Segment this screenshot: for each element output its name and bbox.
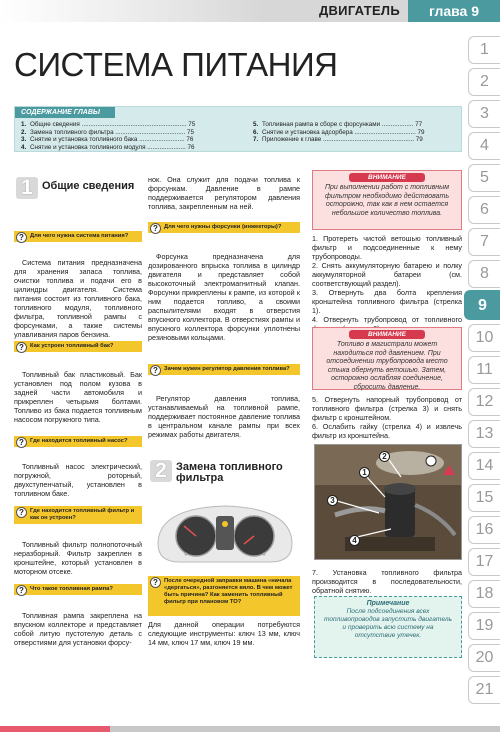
item-page: 76 — [186, 136, 194, 144]
item-number: 6. — [253, 128, 259, 136]
item-text: Снятие и установка топливного бака .......................... — [30, 136, 185, 144]
question-text: Для чего нужна система питания? — [30, 233, 129, 239]
paragraph: Для данной операции потребуются следующие инструменты: ключ 13 мм, ключ 14 мм, ключ 17 мм, ключ 19 мм. — [148, 620, 300, 647]
item-number: 5. — [253, 121, 259, 128]
warning-heading: ВНИМАНИЕ — [349, 173, 425, 182]
step-7: 7. Установка топливного фильтра производится в последовательности, обратной снятию. — [312, 568, 462, 595]
chapter-tab-21[interactable]: 21 — [468, 676, 500, 704]
chapter-contents — [14, 106, 462, 152]
header-gradient — [0, 0, 260, 22]
steps-list-1 — [312, 234, 462, 333]
question-box — [148, 576, 300, 616]
paragraph: Регулятор давления топлива, устанавливаемый на топливной рампе, поддерживает постоянное давление топлива в центральном канале рампы при всех режимах работы двигателя. — [148, 394, 300, 439]
question-text: Где находится топливный фильтр и как он устроен? — [30, 508, 135, 521]
chapter-tab-13[interactable]: 13 — [468, 420, 500, 448]
page-header — [0, 0, 500, 22]
header-chapter: глава 9 — [408, 0, 500, 22]
section-2-number: 2 — [150, 460, 172, 482]
paragraph: нок. Она служит для подачи топлива к форсункам. Давление в рампе поддерживается регулятором давления топлива, закрепленным на ней. — [148, 175, 300, 211]
warning-heading: ВНИМАНИЕ — [349, 330, 425, 339]
item-page: 75 — [187, 128, 195, 136]
question-icon: ? — [16, 342, 27, 353]
chapter-tab-11[interactable]: 11 — [468, 356, 500, 384]
contents-heading: СОДЕРЖАНИЕ ГЛАВЫ — [15, 107, 115, 118]
contents-item[interactable] — [253, 136, 459, 144]
note-box — [314, 596, 462, 658]
contents-item[interactable] — [253, 121, 459, 129]
chapter-tab-20[interactable]: 20 — [468, 644, 500, 672]
item-number: 1. — [21, 121, 27, 128]
instrument-cluster-image — [150, 500, 300, 568]
item-page: 79 — [415, 136, 423, 144]
contents-item[interactable] — [21, 136, 247, 144]
question-box — [14, 584, 142, 595]
question-icon: ? — [16, 507, 27, 518]
question-icon: ? — [150, 223, 161, 234]
photo-label: 2 — [379, 451, 390, 462]
question-icon: ? — [150, 577, 161, 588]
question-text: Что такое топливная рампа? — [30, 586, 113, 592]
item-text: Снятие и установка адсорбера ................................... — [262, 128, 416, 136]
question-icon: ? — [16, 437, 27, 448]
item-number: 4. — [21, 143, 27, 151]
chapter-tab-4[interactable]: 4 — [468, 132, 500, 160]
question-box — [14, 341, 142, 352]
contents-item[interactable] — [21, 144, 247, 152]
step: 5. Отвернуть напорный трубопровод от топливного фильтра (стрелка 3) и снять фильтр с кронштейном. — [312, 395, 462, 422]
section-2-title: Замена топливного фильтра — [176, 461, 283, 484]
step: 6. Ослабить гайку (стрелка 4) и извлечь фильтр из кронштейна. — [312, 422, 462, 440]
chapter-tab-9[interactable]: 9 — [464, 290, 500, 320]
warning-box-1 — [312, 170, 462, 230]
item-text: Приложение к главе .................................................... — [262, 136, 415, 144]
paragraph: Топливный насос электрический, погружной, роторный, двухступенчатый, установлен в топливном баке. — [14, 462, 142, 498]
fuel-filter-photo — [314, 444, 462, 560]
item-page: 75 — [188, 121, 196, 128]
item-number: 7. — [253, 136, 259, 144]
warning-text: При выполнении работ с топливным фильтром необходимо действовать осторожно, так как в нем остается небольшое количество топлива. — [324, 184, 450, 217]
section-1-title: Общие сведения — [42, 180, 135, 192]
question-text: После очередной заправки машина «начала «дергаться», разгоняется вяло. В чем может быть причина? Как заменить топливный фильтр при плановом ТО? — [164, 578, 293, 605]
question-text: Для чего нужны форсунки (инжекторы)? — [164, 224, 282, 230]
question-box — [148, 364, 300, 375]
chapter-tab-14[interactable]: 14 — [468, 452, 500, 480]
item-text: Снятие и установка топливного модуля ...................... — [30, 143, 186, 151]
contents-item[interactable] — [21, 121, 247, 129]
paragraph: Система питания предназначена для хранения запаса топлива, очистки топлива и подачи его в цилиндры двигателя. Система питания состоит из топливного бака, топливного модуля, топливного фильтра, топливной рампы с форсунками, а также системы улавливания паров бензина. — [14, 258, 142, 339]
header-section: ДВИГАТЕЛЬ — [318, 3, 400, 18]
item-number: 2. — [21, 128, 27, 136]
step: 2. Снять аккумуляторную батарею и полку аккумуляторной батареи (см. соответствующий раздел). — [312, 261, 462, 288]
paragraph: Форсунка предназначена для дозированного впрыска топлива в цилиндр двигателя и представляет собой высокоточный электромагнитный клапан. Форсунки прикреплены к рампе, из которой к ним подается топливо, а своими распылителями входят в отверстия впускного коллектора. В отверстиях рампы и впускного коллектора форсунки уплотнены резиновыми кольцами. — [148, 252, 300, 342]
item-number: 3. — [21, 136, 27, 144]
question-icon: ? — [16, 585, 27, 596]
photo-label: 3 — [327, 495, 338, 506]
chapter-tab-8[interactable]: 8 — [468, 260, 500, 288]
contents-right-column — [253, 121, 459, 144]
chapter-tab-6[interactable]: 6 — [468, 196, 500, 224]
question-box — [14, 231, 142, 242]
section-1-number: 1 — [16, 177, 38, 199]
question-text: Как устроен топливный бак? — [30, 343, 114, 349]
steps-list-2 — [312, 395, 462, 440]
question-text: Где находится топливный насос? — [30, 438, 128, 444]
step: 3. Отвернуть два болта крепления кронштейна топливного фильтра (стрелка 1). — [312, 288, 462, 315]
paragraph: Топливный бак пластиковый. Бак установлен под полом кузова в задней части автомобиля и прикреплен четырьмя болтами. Топливо из бака подается топливным насосом погружного типа. — [14, 370, 142, 424]
item-page: 77 — [415, 121, 423, 128]
chapter-tab-5[interactable]: 5 — [468, 164, 500, 192]
page-footer-bar — [0, 726, 500, 732]
question-icon: ? — [16, 232, 27, 243]
chapter-tab-19[interactable]: 19 — [468, 612, 500, 640]
item-text: Топливная рампа в сборе с форсунками .................. — [262, 121, 414, 128]
chapter-tab-1[interactable]: 1 — [468, 36, 500, 64]
chapter-tab-2[interactable]: 2 — [468, 68, 500, 96]
item-text: Замена топливного фильтра ........................................ — [30, 128, 186, 136]
chapter-tab-17[interactable]: 17 — [468, 548, 500, 576]
question-text: Зачем нужен регулятор давления топлива? — [164, 366, 290, 372]
chapter-tab-3[interactable]: 3 — [468, 100, 500, 128]
item-page: 76 — [187, 143, 195, 151]
step: 4. Отвернуть трубопровод от топливного — [312, 315, 462, 324]
page-title: СИСТЕМА ПИТАНИЯ — [14, 46, 338, 83]
question-icon: ? — [150, 365, 161, 376]
item-page: 79 — [417, 128, 425, 136]
photo-label: 1 — [359, 467, 370, 478]
note-heading: Примечание — [366, 600, 410, 607]
question-box — [14, 436, 142, 447]
item-text: Общие сведения ............................................................ — [30, 121, 187, 128]
contents-item[interactable] — [253, 129, 459, 137]
step: 1. Протереть чистой ветошью топливный фильтр и подсоединенные к нему трубопроводы. — [312, 234, 462, 261]
chapter-tab-16[interactable]: 16 — [468, 516, 500, 544]
chapter-tab-12[interactable]: 12 — [468, 388, 500, 416]
question-box — [14, 506, 142, 524]
photo-label: 4 — [349, 535, 360, 546]
chapter-tab-7[interactable]: 7 — [468, 228, 500, 256]
chapter-tab-15[interactable]: 15 — [468, 484, 500, 512]
chapter-tab-10[interactable]: 10 — [468, 324, 500, 352]
paragraph: Топливный фильтр полнопоточный неразборный. Фильтр закреплен в кронштейне, который установлен в моторном отсеке. — [14, 540, 142, 576]
contents-left-column — [21, 121, 247, 151]
warning-box-2 — [312, 327, 462, 390]
warning-text: Топливо в магистрали может находиться под давлением. При отсоединении трубопровода место стыка обернуть ветошью. Затем, осторожно ослабляя соединение, сбросить давление. — [326, 341, 448, 391]
note-text: После подсоединения всех топливопроводов запустить двигатель и проверить всю систему на отсутствие утечек. — [323, 608, 453, 639]
chapter-tab-18[interactable]: 18 — [468, 580, 500, 608]
question-box — [148, 222, 300, 233]
paragraph: Топливная рампа закреплена на впускном коллекторе и представляет собой литую пустотелую деталь с отверстиями для установки форсу- — [14, 611, 142, 647]
